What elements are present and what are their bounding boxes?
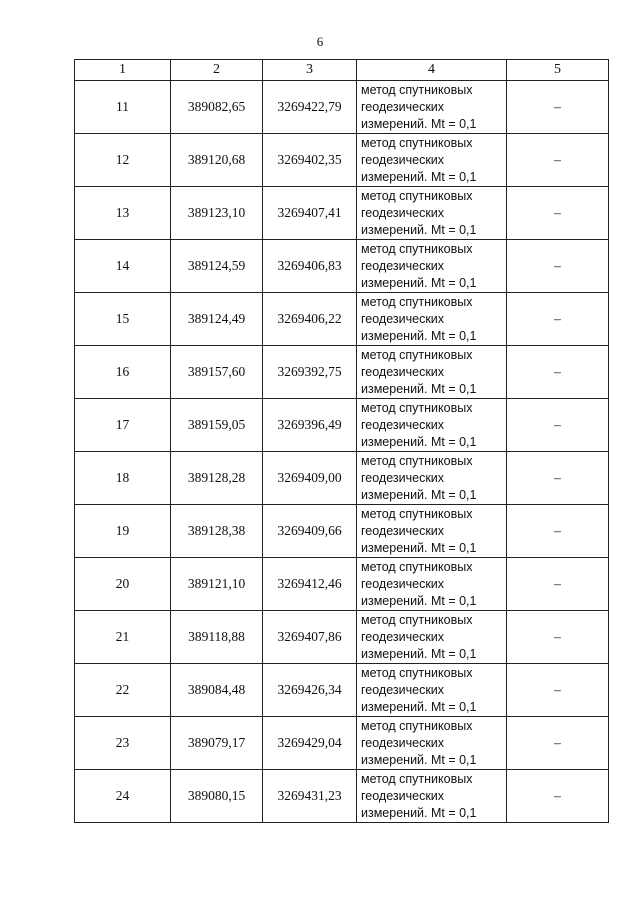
x-coordinate-cell: 389120,68 (171, 134, 263, 187)
method-text-line: метод спутниковых (361, 294, 473, 309)
y-coordinate-cell: 3269396,49 (263, 399, 357, 452)
point-number-cell: 13 (75, 187, 171, 240)
method-cell (357, 664, 507, 717)
method-cell (357, 81, 507, 134)
method-text-line: измерений. Mt = 0,1 (361, 699, 477, 714)
x-coordinate-cell: 389128,38 (171, 505, 263, 558)
method-text-line: измерений. Mt = 0,1 (361, 222, 477, 237)
table-row (75, 452, 609, 505)
x-coordinate-cell: 389084,48 (171, 664, 263, 717)
method-cell (357, 399, 507, 452)
method-text-line: метод спутниковых (361, 188, 473, 203)
table-row (75, 293, 609, 346)
y-coordinate-cell: 3269402,35 (263, 134, 357, 187)
table-row (75, 187, 609, 240)
point-number-cell: 24 (75, 770, 171, 823)
column-header-3: 3 (263, 60, 357, 81)
method-text-line: геодезических (361, 523, 445, 538)
method-text-line: геодезических (361, 788, 445, 803)
method-text-line: геодезических (361, 99, 445, 114)
point-number-cell: 20 (75, 558, 171, 611)
method-text-line: измерений. Mt = 0,1 (361, 169, 477, 184)
method-text-line: метод спутниковых (361, 82, 473, 97)
method-text-line: геодезических (361, 258, 445, 273)
method-text-line: измерений. Mt = 0,1 (361, 116, 477, 131)
method-cell (357, 346, 507, 399)
note-cell: – (507, 187, 609, 240)
method-text-line: геодезических (361, 205, 445, 220)
method-text-line: метод спутниковых (361, 400, 473, 415)
point-number-cell: 17 (75, 399, 171, 452)
method-cell (357, 452, 507, 505)
y-coordinate-cell: 3269429,04 (263, 717, 357, 770)
method-text-line: геодезических (361, 417, 445, 432)
y-coordinate-cell: 3269409,00 (263, 452, 357, 505)
method-text-line: геодезических (361, 364, 445, 379)
note-cell: – (507, 240, 609, 293)
x-coordinate-cell: 389124,49 (171, 293, 263, 346)
method-text-line: измерений. Mt = 0,1 (361, 434, 477, 449)
method-text-line: геодезических (361, 576, 445, 591)
x-coordinate-cell: 389082,65 (171, 81, 263, 134)
note-cell: – (507, 611, 609, 664)
note-cell: – (507, 558, 609, 611)
table-row (75, 611, 609, 664)
table-row (75, 558, 609, 611)
point-number-cell: 15 (75, 293, 171, 346)
note-cell: – (507, 664, 609, 717)
y-coordinate-cell: 3269431,23 (263, 770, 357, 823)
y-coordinate-cell: 3269412,46 (263, 558, 357, 611)
y-coordinate-cell: 3269406,22 (263, 293, 357, 346)
method-text-line: измерений. Mt = 0,1 (361, 646, 477, 661)
y-coordinate-cell: 3269406,83 (263, 240, 357, 293)
y-coordinate-cell: 3269407,86 (263, 611, 357, 664)
column-header-2: 2 (171, 60, 263, 81)
method-cell (357, 134, 507, 187)
method-text-line: измерений. Mt = 0,1 (361, 752, 477, 767)
method-text-line: измерений. Mt = 0,1 (361, 328, 477, 343)
note-cell: – (507, 717, 609, 770)
method-cell (357, 293, 507, 346)
y-coordinate-cell: 3269392,75 (263, 346, 357, 399)
note-cell: – (507, 293, 609, 346)
x-coordinate-cell: 389123,10 (171, 187, 263, 240)
method-text-line: измерений. Mt = 0,1 (361, 487, 477, 502)
method-text-line: метод спутниковых (361, 771, 473, 786)
point-number-cell: 11 (75, 81, 171, 134)
method-cell (357, 717, 507, 770)
method-cell (357, 187, 507, 240)
table-row (75, 399, 609, 452)
x-coordinate-cell: 389080,15 (171, 770, 263, 823)
method-text-line: метод спутниковых (361, 718, 473, 733)
column-header-1: 1 (75, 60, 171, 81)
method-text-line: геодезических (361, 629, 445, 644)
table-row (75, 505, 609, 558)
method-text-line: измерений. Mt = 0,1 (361, 381, 477, 396)
column-header-5: 5 (507, 60, 609, 81)
table-row (75, 717, 609, 770)
table-row (75, 134, 609, 187)
point-number-cell: 12 (75, 134, 171, 187)
method-text-line: измерений. Mt = 0,1 (361, 805, 477, 820)
note-cell: – (507, 452, 609, 505)
x-coordinate-cell: 389124,59 (171, 240, 263, 293)
point-number-cell: 19 (75, 505, 171, 558)
note-cell: – (507, 505, 609, 558)
note-cell: – (507, 81, 609, 134)
table-row (75, 770, 609, 823)
method-text-line: измерений. Mt = 0,1 (361, 275, 477, 290)
method-cell (357, 505, 507, 558)
method-text-line: измерений. Mt = 0,1 (361, 593, 477, 608)
y-coordinate-cell: 3269407,41 (263, 187, 357, 240)
note-cell: – (507, 134, 609, 187)
point-number-cell: 18 (75, 452, 171, 505)
method-text-line: геодезических (361, 311, 445, 326)
note-cell: – (507, 399, 609, 452)
x-coordinate-cell: 389118,88 (171, 611, 263, 664)
table-body (75, 81, 609, 823)
method-text-line: метод спутниковых (361, 241, 473, 256)
method-text-line: геодезических (361, 152, 445, 167)
x-coordinate-cell: 389157,60 (171, 346, 263, 399)
method-text-line: геодезических (361, 735, 445, 750)
point-number-cell: 16 (75, 346, 171, 399)
method-cell (357, 240, 507, 293)
method-text-line: метод спутниковых (361, 135, 473, 150)
method-text-line: метод спутниковых (361, 347, 473, 362)
method-text-line: метод спутниковых (361, 665, 473, 680)
coordinates-table (74, 59, 609, 823)
point-number-cell: 23 (75, 717, 171, 770)
note-cell: – (507, 346, 609, 399)
table-row (75, 81, 609, 134)
x-coordinate-cell: 389121,10 (171, 558, 263, 611)
y-coordinate-cell: 3269422,79 (263, 81, 357, 134)
point-number-cell: 14 (75, 240, 171, 293)
table-row (75, 346, 609, 399)
method-text-line: измерений. Mt = 0,1 (361, 540, 477, 555)
method-text-line: метод спутниковых (361, 453, 473, 468)
method-cell (357, 558, 507, 611)
x-coordinate-cell: 389128,28 (171, 452, 263, 505)
method-text-line: геодезических (361, 682, 445, 697)
table-row (75, 240, 609, 293)
x-coordinate-cell: 389079,17 (171, 717, 263, 770)
table-row (75, 664, 609, 717)
method-text-line: метод спутниковых (361, 559, 473, 574)
x-coordinate-cell: 389159,05 (171, 399, 263, 452)
column-header-4: 4 (357, 60, 507, 81)
point-number-cell: 21 (75, 611, 171, 664)
method-text-line: геодезических (361, 470, 445, 485)
table-header-row (75, 60, 609, 81)
method-text-line: метод спутниковых (361, 506, 473, 521)
method-text-line: метод спутниковых (361, 612, 473, 627)
y-coordinate-cell: 3269426,34 (263, 664, 357, 717)
method-cell (357, 770, 507, 823)
method-cell (357, 611, 507, 664)
point-number-cell: 22 (75, 664, 171, 717)
page-number: 6 (316, 34, 324, 49)
note-cell: – (507, 770, 609, 823)
y-coordinate-cell: 3269409,66 (263, 505, 357, 558)
